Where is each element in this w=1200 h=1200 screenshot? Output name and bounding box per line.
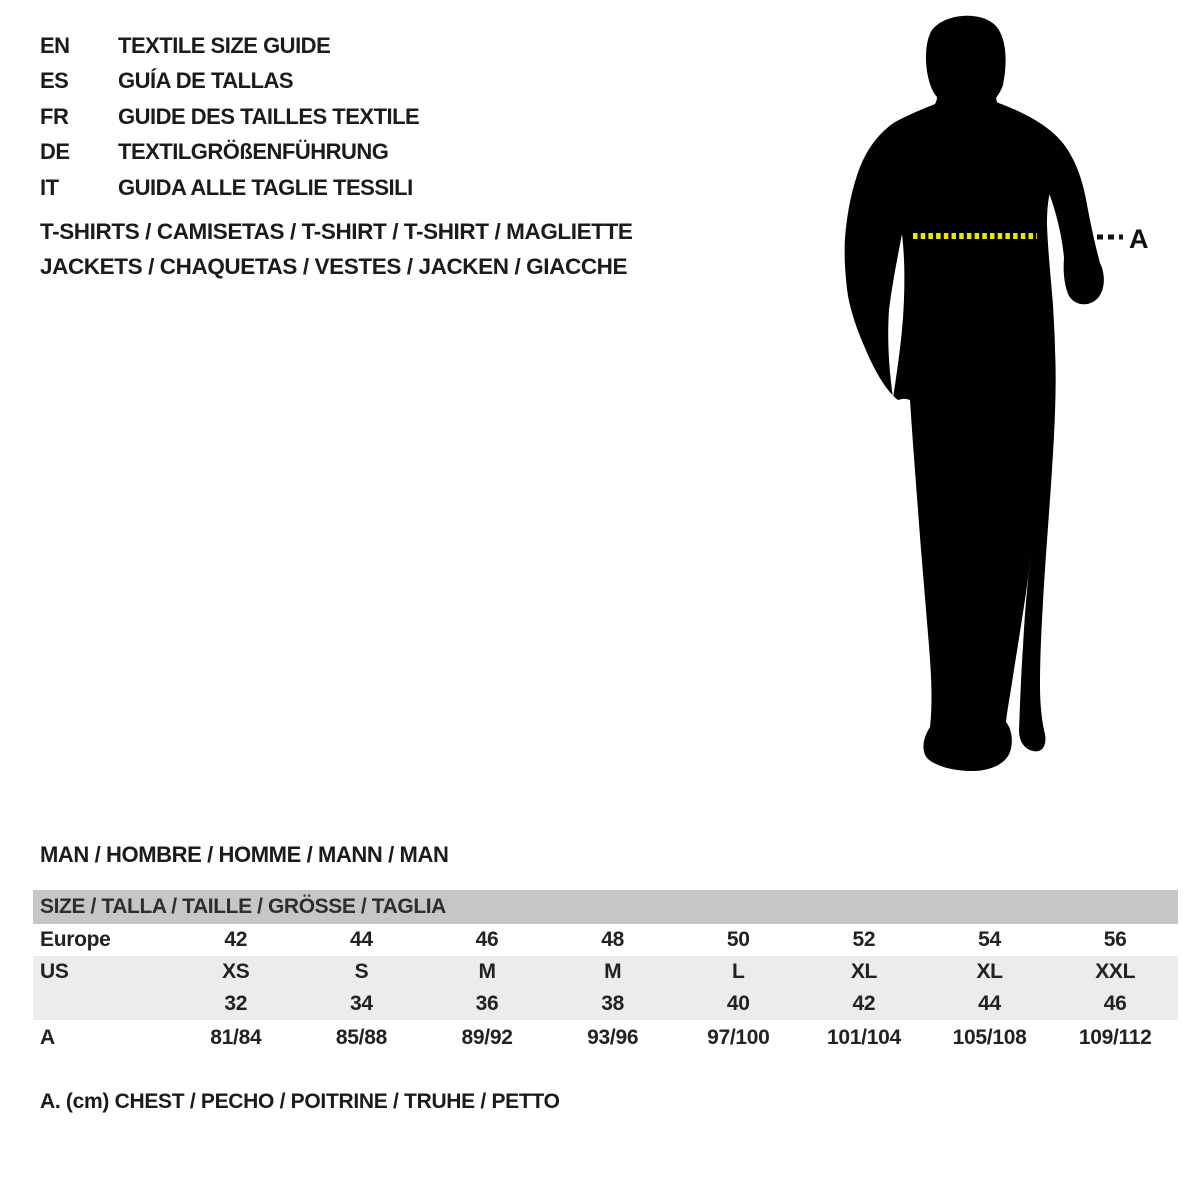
- language-code: EN: [40, 32, 70, 58]
- size-value: 101/104: [827, 1026, 901, 1049]
- size-value: 89/92: [461, 1026, 513, 1049]
- size-value: 46: [1103, 992, 1127, 1015]
- size-value: 34: [350, 992, 373, 1015]
- section-title-man: MAN / HOMBRE / HOMME / MANN / MAN: [40, 842, 449, 867]
- row-label: Europe: [40, 928, 111, 951]
- size-value: 42: [224, 928, 248, 951]
- language-title-list: [40, 28, 419, 206]
- row-label: A: [40, 1026, 55, 1049]
- size-value: 44: [978, 992, 1001, 1015]
- size-value: 109/112: [1078, 1026, 1152, 1049]
- size-value: 42: [852, 992, 876, 1015]
- garment-categories: [40, 214, 633, 284]
- language-code: IT: [40, 174, 59, 200]
- language-code: ES: [40, 68, 69, 94]
- size-value: 105/108: [952, 1026, 1027, 1049]
- language-row-it: [40, 170, 419, 206]
- size-value: 81/84: [210, 1026, 262, 1049]
- size-value: 50: [726, 928, 750, 951]
- size-value: 46: [475, 928, 499, 951]
- table-row-numeric: [33, 988, 1178, 1020]
- man-silhouette-svg: [835, 0, 1155, 780]
- size-value: 36: [475, 992, 499, 1015]
- size-value: 85/88: [335, 1026, 387, 1049]
- size-value: 93/96: [587, 1026, 639, 1049]
- size-value: 48: [601, 928, 625, 951]
- size-value: 54: [978, 928, 1001, 951]
- guide-title: TEXTILGRÖßENFÜHRUNG: [118, 139, 389, 165]
- language-code: DE: [40, 139, 70, 165]
- size-value: 44: [350, 928, 373, 951]
- table-row-europe: [33, 924, 1178, 956]
- size-table: [33, 890, 1178, 1056]
- size-value: XL: [850, 960, 878, 983]
- size-value: XL: [976, 960, 1003, 983]
- language-row-fr: [40, 99, 419, 135]
- size-value: M: [604, 960, 622, 983]
- language-row-en: [40, 28, 419, 64]
- table-row-chest-a: [33, 1020, 1178, 1056]
- size-value: L: [732, 960, 745, 983]
- size-table-header: SIZE / TALLA / TAILLE / GRÖSSE / TAGLIA: [33, 890, 1178, 924]
- language-row-de: [40, 135, 419, 171]
- language-code: FR: [40, 103, 69, 129]
- size-value: 97/100: [707, 1026, 770, 1049]
- guide-title: GUÍA DE TALLAS: [118, 68, 294, 94]
- size-value: S: [354, 960, 369, 983]
- category-line-tshirts: T-SHIRTS / CAMISETAS / T-SHIRT / T-SHIRT / MAGLIETTE: [40, 218, 633, 244]
- size-value: 56: [1103, 928, 1127, 951]
- measure-label-a: A: [1129, 224, 1149, 254]
- size-value: XS: [222, 960, 250, 983]
- guide-title: GUIDE DES TAILLES TEXTILE: [118, 103, 420, 129]
- size-value: 32: [224, 992, 248, 1015]
- row-label: US: [40, 960, 69, 983]
- measurement-footnote: A. (cm) CHEST / PECHO / POITRINE / TRUHE / PETTO: [40, 1090, 560, 1113]
- size-value: 52: [852, 928, 876, 951]
- size-value: 38: [601, 992, 625, 1015]
- size-value: M: [478, 960, 496, 983]
- size-value: 40: [726, 992, 750, 1015]
- table-row-us: [33, 956, 1178, 988]
- size-value: XXL: [1095, 960, 1136, 983]
- guide-title: TEXTILE SIZE GUIDE: [118, 32, 331, 58]
- man-figure: [835, 0, 1155, 780]
- guide-title: GUIDA ALLE TAGLIE TESSILI: [118, 174, 413, 200]
- category-line-jackets: JACKETS / CHAQUETAS / VESTES / JACKEN / GIACCHE: [40, 253, 628, 279]
- language-row-es: [40, 64, 419, 100]
